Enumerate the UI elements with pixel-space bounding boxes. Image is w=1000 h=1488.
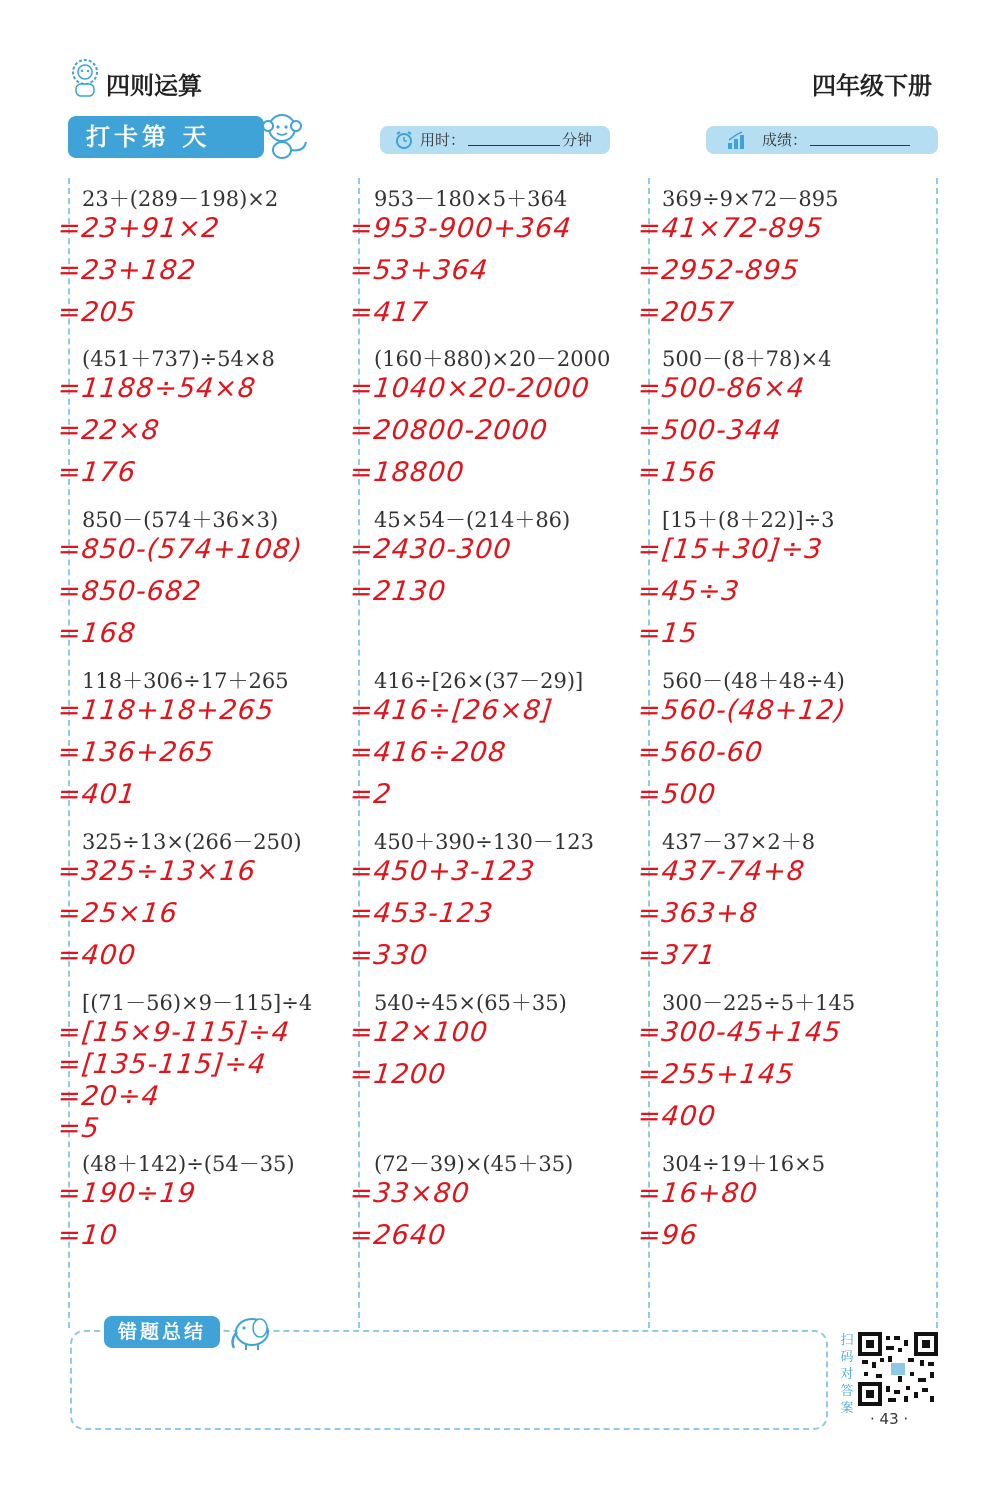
handwritten-step: =168 [56, 618, 138, 649]
handwritten-step: =53+364 [348, 255, 490, 286]
checkin-banner: 打卡第 天 [68, 116, 264, 158]
problem-expression: 45×54－(214＋86) [374, 508, 571, 532]
handwritten-step: =10 [56, 1220, 120, 1251]
problem-expression: 560－(48＋48÷4) [662, 669, 845, 693]
problem-expression: (451＋737)÷54×8 [82, 347, 275, 371]
mistake-summary-label: 错题总结 [104, 1316, 220, 1348]
handwritten-step: =1040×20-2000 [348, 373, 592, 404]
handwritten-step: =330 [348, 940, 430, 971]
time-blank [468, 130, 560, 146]
handwritten-step: =300-45+145 [636, 1017, 844, 1048]
handwritten-step: =[15×9-115]÷4 [56, 1017, 292, 1048]
qr-code-icon[interactable] [858, 1332, 938, 1406]
handwritten-step: =22×8 [56, 415, 162, 446]
problem-expression: 304÷19＋16×5 [662, 1152, 826, 1176]
grade-label: 四年级下册 [812, 72, 932, 100]
handwritten-step: =[15+30]÷3 [636, 534, 825, 565]
handwritten-step: =156 [636, 457, 718, 488]
handwritten-step: =23+182 [56, 255, 198, 286]
handwritten-step: =850-(574+108) [56, 534, 305, 565]
handwritten-step: =450+3-123 [348, 856, 537, 887]
handwritten-step: =5 [56, 1113, 102, 1144]
bar-chart-icon [726, 130, 748, 150]
score-blank [810, 130, 910, 146]
problem-expression: 416÷[26×(37－29)] [374, 669, 584, 693]
handwritten-step: =850-682 [56, 576, 204, 607]
handwritten-step: =33×80 [348, 1178, 472, 1209]
handwritten-step: =953-900+364 [348, 213, 574, 244]
problem-expression: [(71－56)×9－115]÷4 [82, 991, 313, 1015]
handwritten-step: =400 [636, 1101, 718, 1132]
handwritten-step: =[135-115]÷4 [56, 1049, 268, 1080]
handwritten-step: =25×16 [56, 898, 180, 929]
handwritten-step: =500-344 [636, 415, 784, 446]
problem-expression: 118＋306÷17＋265 [82, 669, 289, 693]
handwritten-step: =2430-300 [348, 534, 514, 565]
handwritten-step: =325÷13×16 [56, 856, 258, 887]
problem-expression: 23＋(289－198)×2 [82, 187, 279, 211]
handwritten-step: =560-60 [636, 737, 765, 768]
problem-expression: 437－37×2＋8 [662, 830, 816, 854]
handwritten-step: =118+18+265 [56, 695, 276, 726]
problem-expression: 953－180×5＋364 [374, 187, 568, 211]
handwritten-step: =416÷[26×8] [348, 695, 555, 726]
handwritten-step: =190÷19 [56, 1178, 198, 1209]
handwritten-step: =2640 [348, 1220, 448, 1251]
handwritten-step: =23+91×2 [56, 213, 222, 244]
handwritten-step: =96 [636, 1220, 700, 1251]
handwritten-step: =2057 [636, 297, 736, 328]
time-label: 用时： [420, 131, 466, 149]
section-title: 四则运算 [106, 72, 202, 100]
lion-icon [68, 58, 102, 98]
handwritten-step: =16+80 [636, 1178, 760, 1209]
handwritten-step: =15 [636, 618, 700, 649]
problem-expression: 325÷13×(266－250) [82, 830, 302, 854]
problem-expression: (72－39)×(45＋35) [374, 1152, 574, 1176]
problem-expression: 540÷45×(65＋35) [374, 991, 567, 1015]
handwritten-step: =20÷4 [56, 1081, 162, 1112]
score-field [706, 126, 938, 154]
handwritten-step: =500-86×4 [636, 373, 807, 404]
problem-expression: 850－(574＋36×3) [82, 508, 279, 532]
page-number: · 43 · [870, 1410, 909, 1428]
qr-label: 扫码对答案 [840, 1333, 854, 1416]
problem-expression: 500－(8＋78)×4 [662, 347, 832, 371]
handwritten-step: =20800-2000 [348, 415, 550, 446]
handwritten-step: =437-74+8 [636, 856, 807, 887]
monkey-icon [256, 108, 312, 162]
handwritten-step: =2 [348, 779, 394, 810]
handwritten-step: =41×72-895 [636, 213, 825, 244]
handwritten-step: =1188÷54×8 [56, 373, 258, 404]
problem-expression: 300－225÷5＋145 [662, 991, 856, 1015]
alarm-clock-icon [394, 130, 414, 150]
handwritten-step: =500 [636, 779, 718, 810]
handwritten-step: =416÷208 [348, 737, 508, 768]
handwritten-step: =255+145 [636, 1059, 796, 1090]
time-field [380, 126, 610, 154]
problem-expression: (48＋142)÷(54－35) [82, 1152, 295, 1176]
handwritten-step: =12×100 [348, 1017, 490, 1048]
elephant-icon [224, 1310, 276, 1352]
problem-expression: 450＋390÷130－123 [374, 830, 594, 854]
handwritten-step: =560-(48+12) [636, 695, 848, 726]
handwritten-step: =417 [348, 297, 430, 328]
handwritten-step: =205 [56, 297, 138, 328]
handwritten-step: =2130 [348, 576, 448, 607]
score-label: 成绩： [762, 131, 808, 149]
handwritten-step: =2952-895 [636, 255, 802, 286]
handwritten-step: =401 [56, 779, 138, 810]
handwritten-step: =453-123 [348, 898, 496, 929]
time-unit: 分钟 [562, 131, 593, 149]
handwritten-step: =400 [56, 940, 138, 971]
problem-expression: 369÷9×72－895 [662, 187, 839, 211]
handwritten-step: =136+265 [56, 737, 216, 768]
handwritten-step: =371 [636, 940, 718, 971]
handwritten-step: =363+8 [636, 898, 760, 929]
handwritten-step: =45÷3 [636, 576, 742, 607]
handwritten-step: =18800 [348, 457, 467, 488]
handwritten-step: =1200 [348, 1059, 448, 1090]
handwritten-step: =176 [56, 457, 138, 488]
problem-expression: [15＋(8＋22)]÷3 [662, 508, 835, 532]
problem-expression: (160＋880)×20－2000 [374, 347, 611, 371]
column-divider-right [936, 178, 938, 1328]
